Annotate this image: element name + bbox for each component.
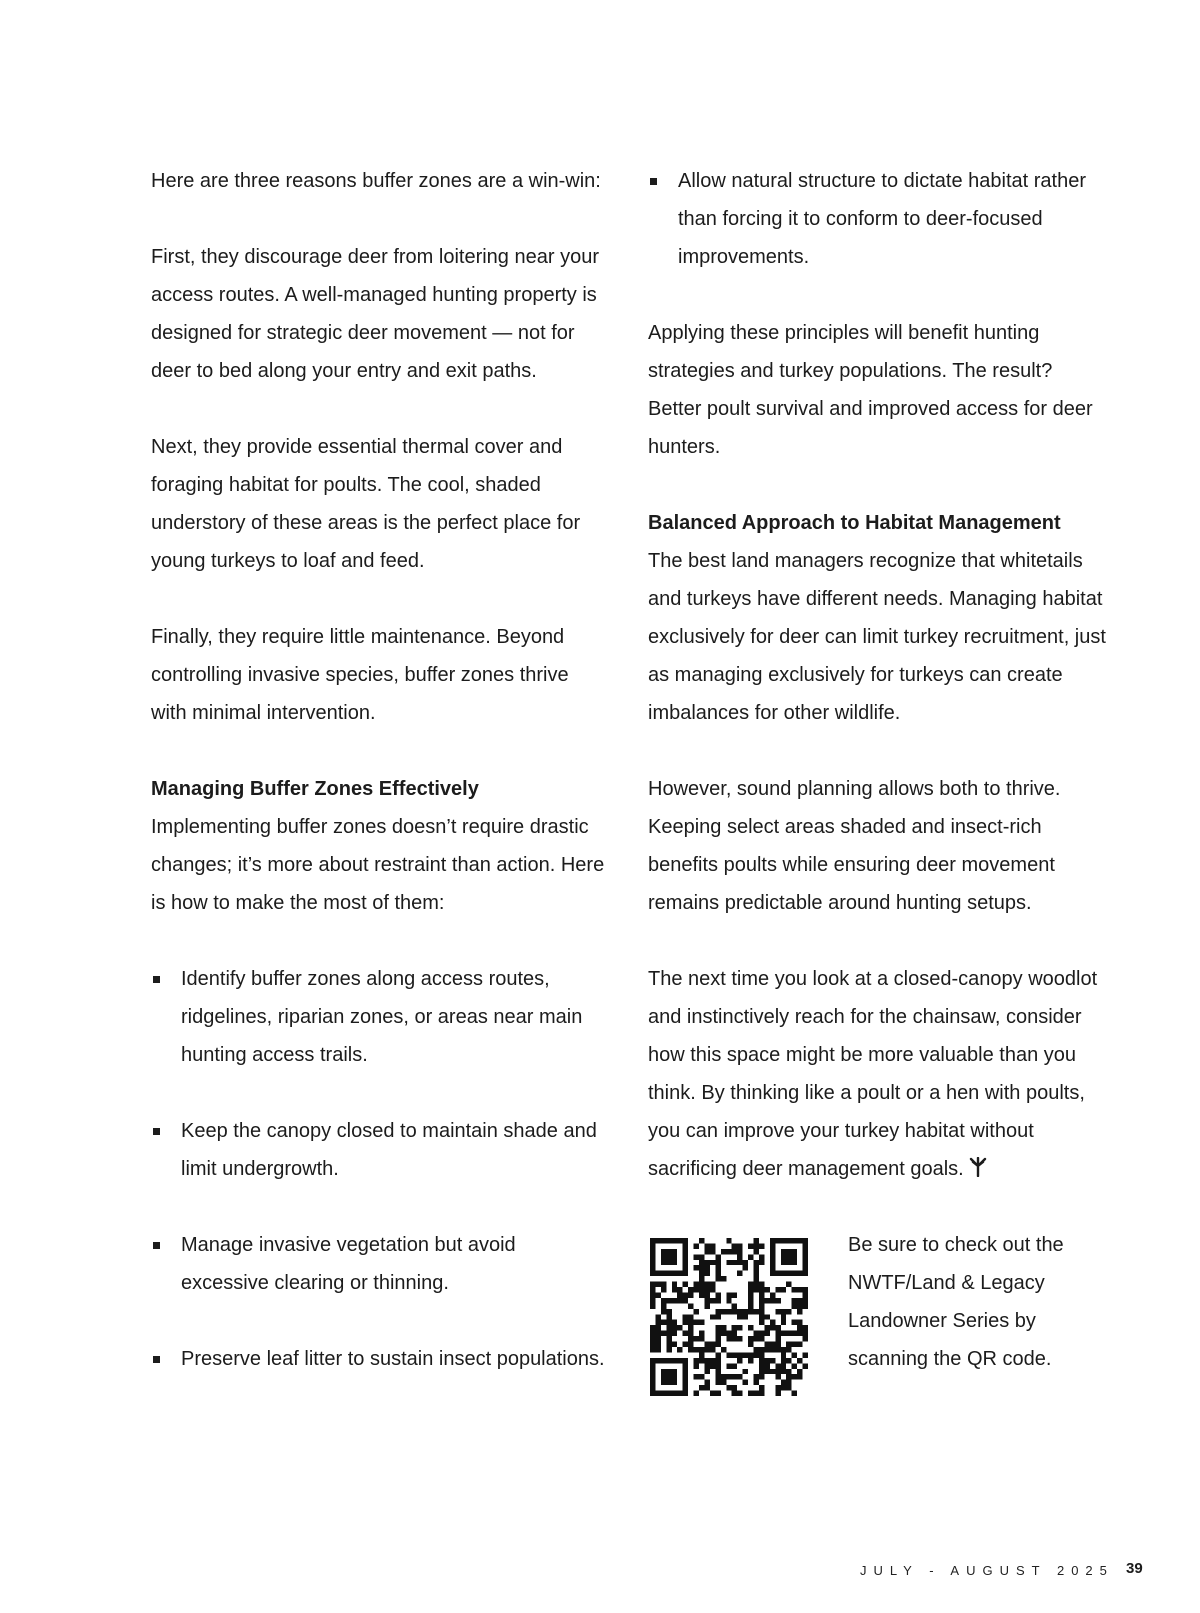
closing-paragraph: [648, 960, 1108, 1188]
bullet-text: Allow natural structure to dictate habitat rather than forcing it to conform to deer-focused improvements.: [678, 170, 1086, 268]
list-item: [151, 1112, 606, 1188]
bullet-text: Identify buffer zones along access routes, ridgelines, riparian zones, or areas near main hunting access trails.: [181, 968, 583, 1066]
list-item: [151, 960, 606, 1074]
closing-text: The next time you look at a closed-canopy woodlot and instinctively reach for the chainsaw, consider how this space might be more valuable than you think. By thinking like a poult or a hen with poults, you can improve your turkey habitat without sacrificing deer management goals.: [648, 968, 1098, 1180]
bullet-icon: [153, 1128, 160, 1135]
qr-section: [648, 1226, 1108, 1401]
bullet-text: Keep the canopy closed to maintain shade and limit undergrowth.: [181, 1120, 597, 1180]
left-column: [151, 162, 606, 1416]
bullet-text: Preserve leaf litter to sustain insect populations.: [181, 1348, 605, 1370]
bullet-icon: [650, 178, 657, 185]
bullet-icon: [153, 1356, 160, 1363]
bullet-list: [151, 960, 606, 1378]
reason-finally-paragraph: Finally, they require little maintenance. Beyond controlling invasive species, buffer zones thrive with minimal intervention.: [151, 626, 569, 724]
bullet-icon: [153, 1242, 160, 1249]
managing-section: [151, 770, 606, 922]
list-item: [151, 1226, 606, 1302]
reason-first-paragraph: First, they discourage deer from loitering near your access routes. A well-managed hunting property is designed for strategic deer movement — not for deer to bed along your entry and exit paths.: [151, 246, 599, 382]
bullet-icon: [153, 976, 160, 983]
balanced-section: [648, 504, 1108, 732]
section-text: The best land managers recognize that whitetails and turkeys have different needs. Managing habitat exclusively for deer can limit turkey recruitment, just as managing exclusively for turkeys can create imbalances for other wildlife.: [648, 550, 1106, 724]
bullet-text: Manage invasive vegetation but avoid excessive clearing or thinning.: [181, 1234, 516, 1294]
section-text: Implementing buffer zones doesn’t require drastic changes; it’s more about restraint than action. Here is how to make the most of them:: [151, 816, 605, 914]
reason-next-paragraph: Next, they provide essential thermal cover and foraging habitat for poults. The cool, shaded understory of these areas is the perfect place for young turkeys to loaf and feed.: [151, 436, 581, 572]
section-heading: Managing Buffer Zones Effectively: [151, 778, 479, 800]
intro-paragraph: Here are three reasons buffer zones are a win-win:: [151, 170, 601, 192]
footer-issue-date: JULY - AUGUST 2025: [860, 1563, 1114, 1578]
list-item: [648, 162, 1108, 276]
however-paragraph: However, sound planning allows both to thrive. Keeping select areas shaded and insect-rich benefits poults while ensuring deer movement remains predictable around hunting setups.: [648, 778, 1061, 914]
turkey-track-icon: [968, 1157, 988, 1177]
list-item: [151, 1340, 606, 1378]
qr-code[interactable]: [650, 1238, 808, 1396]
page-number: 39: [1126, 1560, 1143, 1577]
qr-caption: Be sure to check out the NWTF/Land & Legacy Landowner Series by scanning the QR code.: [848, 1234, 1064, 1370]
bullet-list: [648, 162, 1108, 276]
right-column: [648, 162, 1108, 1401]
applying-paragraph: Applying these principles will benefit hunting strategies and turkey populations. The result? Better poult survival and improved access for deer hunters.: [648, 322, 1093, 458]
section-heading: Balanced Approach to Habitat Management: [648, 512, 1061, 534]
